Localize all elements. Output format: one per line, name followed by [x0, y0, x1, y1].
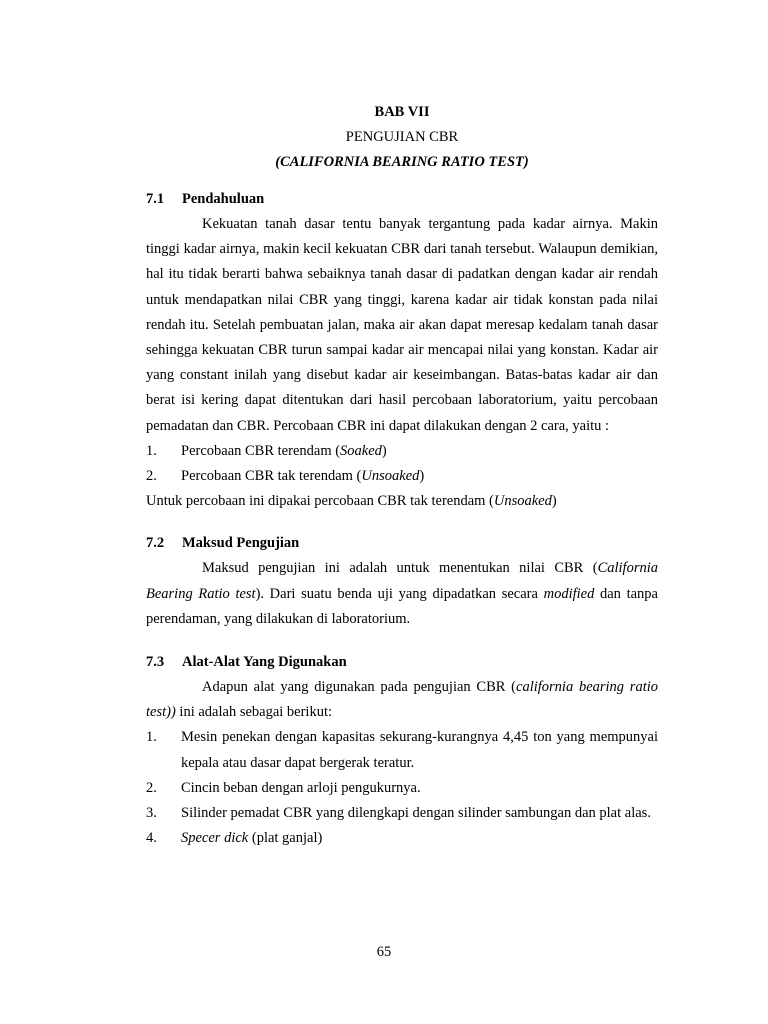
list-text: (plat ganjal) [248, 830, 323, 847]
list-item [146, 464, 658, 489]
para-text: ). Dari suatu benda uji yang dipadatkan secara [255, 585, 544, 602]
section-7-1-paragraph: Kekuatan tanah dasar tentu banyak tergantung pada kadar airnya. Makin tinggi kadar airnya, makin kecil kekuatan CBR dari tanah tersebut. Walaupun demikian, hal itu tidak berarti bahwa sebaiknya tanah dasar di padatkan dengan kadar air rendah untuk mendapatkan nilai CBR yang tinggi, karena kadar air tidak konstan pada nilai rendah itu. Setelah pembuatan jalan, maka air akan dapat meresap kedalam tanah dasar sehingga kekuatan CBR turun sampai kadar air mencapai nilai yang konstan. Kadar air yang constant inilah yang disebut kadar air keseimbangan. Batas-batas kadar air dan berat isi kering dapat ditentukan dari hasil percobaan laboratorium, yaitu percobaan pemadatan dan CBR. Percobaan CBR ini dapat dilakukan dengan 2 cara, yaitu : [146, 216, 658, 434]
list-text-italic: Unsoaked [361, 468, 420, 485]
list-text: Percobaan CBR terendam ( [181, 442, 341, 459]
list-text-italic: Specer dick [181, 830, 249, 847]
para-text: Adapun alat yang digunakan pada pengujian CBR ( [202, 679, 517, 696]
list-item [146, 439, 658, 464]
note-text-italic: Unsoaked [493, 493, 552, 510]
page-number: 65 [376, 944, 392, 960]
list-text: ) [419, 468, 425, 485]
list-number: 1. [146, 729, 157, 746]
section-number: 7.3 [146, 654, 165, 671]
section-number: 7.2 [146, 535, 165, 552]
section-7-2-paragraph [146, 556, 658, 632]
note-text: ) [551, 493, 557, 510]
list-text: Cincin beban dengan arloji pengukurnya. [181, 779, 421, 796]
list-item [146, 776, 658, 801]
list-number: 1. [146, 442, 157, 459]
list-item [146, 826, 658, 851]
section-number: 7.1 [146, 191, 165, 207]
list-item [146, 725, 658, 775]
list-text-italic: Soaked [340, 442, 382, 459]
section-7-3-heading [146, 650, 658, 675]
list-item [146, 801, 658, 826]
list-text: Mesin penekan dengan kapasitas sekurang-kurangnya 4,45 ton yang mempunyai kepala atau dasar dapat bergerak teratur. [181, 729, 658, 771]
section-title: Pendahuluan [182, 191, 265, 207]
chapter-heading: BAB VII [374, 104, 430, 120]
section-title: Alat-Alat Yang Digunakan [182, 654, 347, 671]
para-text: ini adalah sebagai berikut: [175, 704, 333, 721]
list-number: 2. [146, 468, 157, 485]
list-text: ) [381, 442, 387, 459]
section-7-2-heading [146, 531, 658, 556]
document-page [146, 100, 658, 851]
list-number: 2. [146, 779, 157, 796]
para-text: Maksud pengujian ini adalah untuk menentukan nilai CBR ( [202, 560, 598, 577]
section-7-3-paragraph [146, 675, 658, 725]
list-number: 4. [146, 830, 157, 847]
chapter-subtitle: (CALIFORNIA BEARING RATIO TEST) [275, 154, 529, 170]
note-text: Untuk percobaan ini dipakai percobaan CBR tak terendam ( [146, 493, 494, 510]
list-text: Silinder pemadat CBR yang dilengkapi dengan silinder sambungan dan plat alas. [181, 805, 651, 822]
list-number: 3. [146, 805, 157, 822]
para-text-italic: california bearing ratio test)) [146, 679, 658, 721]
para-text-italic: modified [543, 585, 595, 602]
section-title: Maksud Pengujian [182, 535, 300, 552]
section-7-1-note [146, 489, 658, 514]
para-text: dan tanpa perendaman, yang dilakukan di laboratorium. [146, 585, 658, 627]
para-text-italic: California Bearing Ratio test [146, 560, 658, 602]
list-text: Percobaan CBR tak terendam ( [181, 468, 362, 485]
section-7-1-heading [146, 187, 658, 212]
chapter-title: PENGUJIAN CBR [345, 129, 459, 145]
